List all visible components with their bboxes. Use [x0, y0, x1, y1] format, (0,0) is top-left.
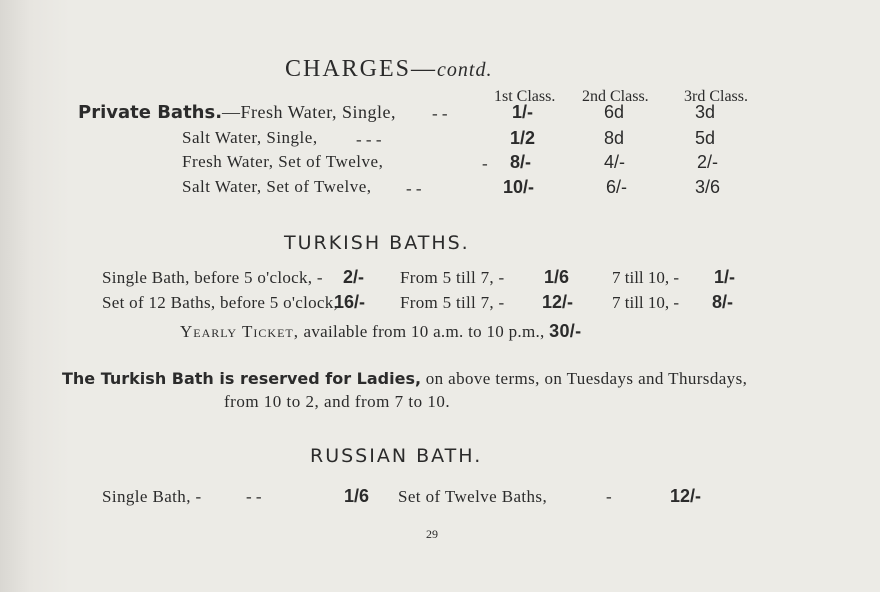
- price-2nd: 6/-: [606, 177, 628, 197]
- page-number: 29: [426, 527, 438, 541]
- price-2nd: 6d: [604, 102, 625, 122]
- row-dashes: -: [482, 154, 488, 173]
- turkish-baths-heading: TURKISH BATHS.: [284, 232, 470, 254]
- turkish-price-early: 2/-: [343, 267, 365, 287]
- russian-bath-heading: RUSSIAN BATH.: [310, 445, 483, 467]
- turkish-price-mid: 12/-: [542, 292, 574, 312]
- turkish-mid-label: From 5 till 7, -: [400, 268, 505, 287]
- russian-set-dash: -: [606, 487, 612, 506]
- turkish-price-late: 8/-: [712, 292, 734, 312]
- yearly-ticket-price: 30/-: [549, 321, 582, 341]
- russian-set-price: 12/-: [670, 486, 702, 506]
- page-title: [285, 56, 492, 83]
- yearly-ticket-line: [180, 321, 581, 342]
- turkish-late-label: 7 till 10, -: [612, 268, 680, 287]
- turkish-price-late: 1/-: [714, 267, 736, 287]
- russian-single-dashes: - -: [246, 487, 262, 506]
- row-label: Salt Water, Single,: [182, 128, 318, 147]
- row-dashes: - -: [406, 179, 422, 198]
- turkish-mid-label: From 5 till 7, -: [400, 293, 505, 312]
- turkish-price-early: 16/-: [334, 292, 366, 312]
- turkish-row-label: Single Bath, before 5 o'clock, -: [102, 268, 323, 287]
- russian-single-price: 1/6: [344, 486, 370, 506]
- turkish-row-label: Set of 12 Baths, before 5 o'clock,: [102, 293, 339, 312]
- ladies-notice: [62, 369, 747, 389]
- price-1st: 1/-: [512, 102, 534, 122]
- ladies-notice-text: on above terms, on Tuesdays and Thursdays,: [421, 369, 748, 388]
- row-label: —Fresh Water, Single,: [222, 102, 397, 122]
- row-label: Fresh Water, Set of Twelve,: [182, 152, 384, 171]
- ladies-notice-hours: from 10 to 2, and from 7 to 10.: [224, 392, 451, 411]
- price-1st: 8/-: [510, 152, 532, 172]
- title-text: CHARGES—: [285, 56, 438, 82]
- price-3rd: 3d: [695, 102, 716, 122]
- price-3rd: 5d: [695, 128, 716, 148]
- price-2nd: 4/-: [604, 152, 626, 172]
- ladies-notice-bold: The Turkish Bath is reserved for Ladies,: [62, 369, 422, 388]
- turkish-price-mid: 1/6: [544, 267, 570, 287]
- price-1st: 10/-: [503, 177, 535, 197]
- price-3rd: 3/6: [695, 177, 721, 197]
- price-3rd: 2/-: [697, 152, 719, 172]
- private-row-1: [78, 102, 396, 123]
- class-header-2: 2nd Class.: [582, 88, 649, 105]
- title-contd: contd.: [437, 59, 493, 81]
- russian-single-label: Single Bath, -: [102, 487, 202, 506]
- private-baths-heading: Private Baths.: [78, 102, 223, 123]
- price-2nd: 8d: [604, 128, 625, 148]
- turkish-late-label: 7 till 10, -: [612, 293, 680, 312]
- row-dashes: - - -: [356, 130, 382, 149]
- price-1st: 1/2: [510, 128, 536, 148]
- class-header-1: 1st Class.: [494, 88, 556, 105]
- row-label: Salt Water, Set of Twelve,: [182, 177, 372, 196]
- yearly-ticket-text: available from 10 a.m. to 10 p.m.,: [298, 322, 545, 341]
- class-header-3: 3rd Class.: [684, 88, 748, 105]
- yearly-ticket-label: Yearly Ticket,: [180, 322, 299, 341]
- row-dashes: - -: [432, 104, 448, 123]
- russian-set-label: Set of Twelve Baths,: [398, 487, 548, 506]
